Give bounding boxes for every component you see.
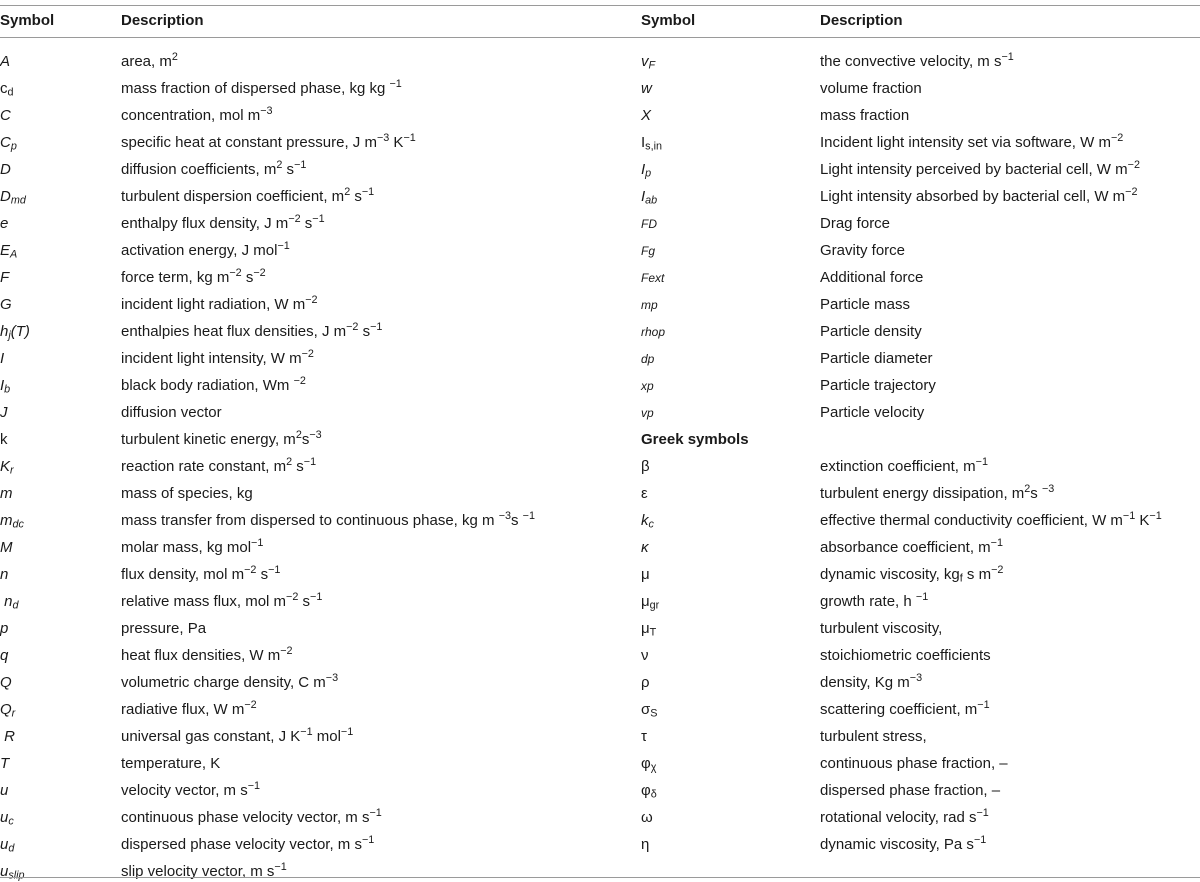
symbol-cell: Fext: [641, 271, 665, 285]
description-cell: turbulent viscosity,: [820, 620, 943, 637]
symbol-cell: $\mu_T$: [641, 620, 657, 639]
symbol-cell: T: [0, 755, 10, 772]
symbol-cell: I: [0, 350, 5, 367]
table-header-rule: [0, 37, 1200, 38]
description-cell: Light intensity perceived by bacterial cell, W $m^{-2}$: [820, 159, 1140, 178]
description-cell: effective thermal conductivity coefficient, W $m^{-1}$ $K^{-1}$: [820, 510, 1162, 529]
symbol-cell: w: [641, 80, 652, 97]
description-cell: Incident light intensity set via software, W $m^{-2}$: [820, 132, 1124, 151]
description-cell: incident light radiation, W $m^{-2}$: [121, 294, 318, 313]
symbol-cell: FD: [641, 217, 657, 231]
symbol-cell: $K_r$: [0, 458, 14, 477]
description-cell: dispersed phase fraction, –: [820, 782, 1001, 799]
description-cell: turbulent kinetic energy, $m^2s^{-3}$: [121, 429, 322, 448]
symbol-cell: $E_A$: [0, 242, 18, 261]
symbol-cell: G: [0, 296, 12, 313]
symbol-cell: $v_F$: [641, 53, 656, 72]
description-cell: Additional force: [820, 269, 924, 286]
description-cell: concentration, mol $m^{-3}$: [121, 105, 273, 124]
description-cell: Light intensity absorbed by bacterial cell, W $m^{-2}$: [820, 186, 1138, 205]
symbol-cell: η: [641, 836, 650, 853]
symbol-cell: $m_{dc}$: [0, 512, 24, 531]
symbol-cell: D: [0, 161, 11, 178]
symbol-cell: u: [0, 782, 9, 799]
symbol-cell: J: [0, 404, 8, 421]
symbol-cell: ρ: [641, 674, 650, 691]
symbol-cell: $\sigma_S$: [641, 701, 658, 720]
symbol-cell: $I_{ab}$: [641, 188, 658, 207]
description-cell: the convective velocity, m $s^{-1}$: [820, 51, 1014, 70]
symbol-cell: $c_d$: [0, 80, 14, 99]
description-cell: stoichiometric coefficients: [820, 647, 991, 664]
description-cell: Particle density: [820, 323, 922, 340]
description-cell: temperature, K: [121, 755, 221, 772]
description-cell: scattering coefficient, $m^{-1}$: [820, 699, 990, 718]
description-cell: diffusion vector: [121, 404, 222, 421]
section-heading-greek-symbols: Greek symbols: [641, 431, 749, 448]
symbol-cell: X: [641, 107, 652, 124]
description-cell: dispersed phase velocity vector, m $s^{-1}$: [121, 834, 375, 853]
description-cell: absorbance coefficient, $m^{-1}$: [820, 537, 1003, 556]
symbol-cell: $u_c$: [0, 809, 14, 828]
header-description-right: Description: [820, 12, 903, 29]
table-bottom-rule: [0, 877, 1200, 878]
description-cell: mass transfer from dispersed to continuous phase, kg m $^{-3}$s $^{-1}$: [121, 510, 535, 529]
symbol-cell: $Q_r$: [0, 701, 16, 720]
symbol-cell: Fg: [641, 244, 656, 258]
symbol-cell: $I_{s,in}$: [641, 134, 662, 153]
symbol-cell: τ: [641, 728, 647, 745]
symbol-cell: $n_d$: [0, 593, 19, 612]
symbol-cell: μ: [641, 566, 650, 583]
description-cell: flux density, mol $m^{-2}$ $s^{-1}$: [121, 564, 281, 583]
symbol-cell: β: [641, 458, 650, 475]
symbol-cell: xp: [641, 379, 654, 393]
symbol-cell: $\varphi_\chi$: [641, 755, 657, 774]
symbol-cell: ε: [641, 485, 648, 502]
symbol-cell: $D_{md}$: [0, 188, 26, 207]
description-cell: mass of species, kg: [121, 485, 253, 502]
description-cell: reaction rate constant, $m^2$ $s^{-1}$: [121, 456, 317, 475]
header-symbol-right: Symbol: [641, 12, 696, 29]
symbol-cell: F: [0, 269, 10, 286]
description-cell: Particle diameter: [820, 350, 933, 367]
description-cell: universal gas constant, J $K^{-1}$ mol$^{-1}$: [121, 726, 354, 745]
table-top-rule: [0, 5, 1200, 6]
description-cell: enthalpies heat flux densities, J $m^{-2}$ $s^{-1}$: [121, 321, 383, 340]
description-cell: turbulent energy dissipation, $m^2s$ $^{-3}$: [820, 483, 1055, 502]
symbol-cell: $k_c$: [641, 512, 654, 531]
symbol-cell: n: [0, 566, 9, 583]
description-cell: diffusion coefficients, $m^2$ $s^{-1}$: [121, 159, 307, 178]
description-cell: radiative flux, W $m^{-2}$: [121, 699, 257, 718]
description-cell: molar mass, kg mol$^{-1}$: [121, 537, 264, 556]
description-cell: Particle velocity: [820, 404, 925, 421]
description-cell: activation energy, J mol$^{-1}$: [121, 240, 290, 259]
description-cell: Particle trajectory: [820, 377, 936, 394]
symbol-cell: Q: [0, 674, 12, 691]
description-cell: force term, kg $m^{-2}$ $s^{-2}$: [121, 267, 266, 286]
symbol-cell: $h_j(T)$: [0, 323, 30, 342]
symbol-cell: $C_p$: [0, 134, 17, 153]
description-cell: incident light intensity, W $m^{-2}$: [121, 348, 314, 367]
symbol-cell: m: [0, 485, 13, 502]
description-cell: specific heat at constant pressure, J $m^{-3}$ $K^{-1}$: [121, 132, 416, 151]
symbol-cell: M: [0, 539, 13, 556]
symbol-cell: A: [0, 53, 11, 70]
description-cell: density, Kg $m^{-3}$: [820, 672, 923, 691]
symbol-cell: rhop: [641, 325, 666, 339]
description-cell: area, $m^2$: [121, 51, 178, 70]
symbol-cell: ω: [641, 809, 653, 826]
description-cell: enthalpy flux density, J $m^{-2}$ $s^{-1}$: [121, 213, 325, 232]
symbol-cell: $\varphi_\delta$: [641, 782, 657, 801]
symbol-cell: q: [0, 647, 9, 664]
description-cell: Drag force: [820, 215, 891, 232]
description-cell: continuous phase fraction, –: [820, 755, 1008, 772]
description-cell: black body radiation, Wm $^{-2}$: [121, 375, 306, 394]
description-cell: turbulent dispersion coefficient, $m^2$ $s^{-1}$: [121, 186, 375, 205]
header-symbol-left: Symbol: [0, 12, 55, 29]
symbol-cell: $u_d$: [0, 836, 15, 855]
symbol-cell: mp: [641, 298, 658, 312]
description-cell: volume fraction: [820, 80, 922, 97]
description-cell: heat flux densities, W $m^{-2}$: [121, 645, 293, 664]
symbol-cell: ν: [641, 647, 649, 664]
description-cell: relative mass flux, mol $m^{-2}$ $s^{-1}$: [121, 591, 323, 610]
symbol-cell: $I_b$: [0, 377, 11, 396]
description-cell: dynamic viscosity, Pa $s^{-1}$: [820, 834, 987, 853]
description-cell: Gravity force: [820, 242, 906, 259]
description-cell: continuous phase velocity vector, m $s^{-1}$: [121, 807, 382, 826]
symbol-cell: p: [0, 620, 9, 637]
symbol-cell: R: [0, 728, 15, 745]
symbol-cell: k: [0, 431, 8, 448]
description-cell: growth rate, h $^{-1}$: [820, 591, 929, 610]
header-description-left: Description: [121, 12, 204, 29]
symbol-cell: κ: [641, 539, 649, 556]
description-cell: extinction coefficient, $m^{-1}$: [820, 456, 988, 475]
symbol-cell: $\mu_{gr}$: [641, 593, 660, 612]
description-cell: slip velocity vector, m $s^{-1}$: [121, 861, 287, 880]
description-cell: dynamic viscosity, $kg_f$ s $m^{-2}$: [820, 564, 1004, 585]
description-cell: turbulent stress,: [820, 728, 927, 745]
symbol-cell: vp: [641, 406, 654, 420]
description-cell: Particle mass: [820, 296, 911, 313]
symbol-cell: $I_p$: [641, 161, 652, 180]
description-cell: velocity vector, m $s^{-1}$: [121, 780, 261, 799]
description-cell: mass fraction: [820, 107, 910, 124]
symbol-cell: e: [0, 215, 9, 232]
description-cell: mass fraction of dispersed phase, kg kg $^{-1}$: [121, 78, 402, 97]
description-cell: pressure, Pa: [121, 620, 207, 637]
symbol-cell: $u_{slip}$: [0, 863, 25, 882]
description-cell: volumetric charge density, C $m^{-3}$: [121, 672, 339, 691]
symbol-cell: dp: [641, 352, 655, 366]
symbol-cell: C: [0, 107, 11, 124]
description-cell: rotational velocity, rad $s^{-1}$: [820, 807, 989, 826]
